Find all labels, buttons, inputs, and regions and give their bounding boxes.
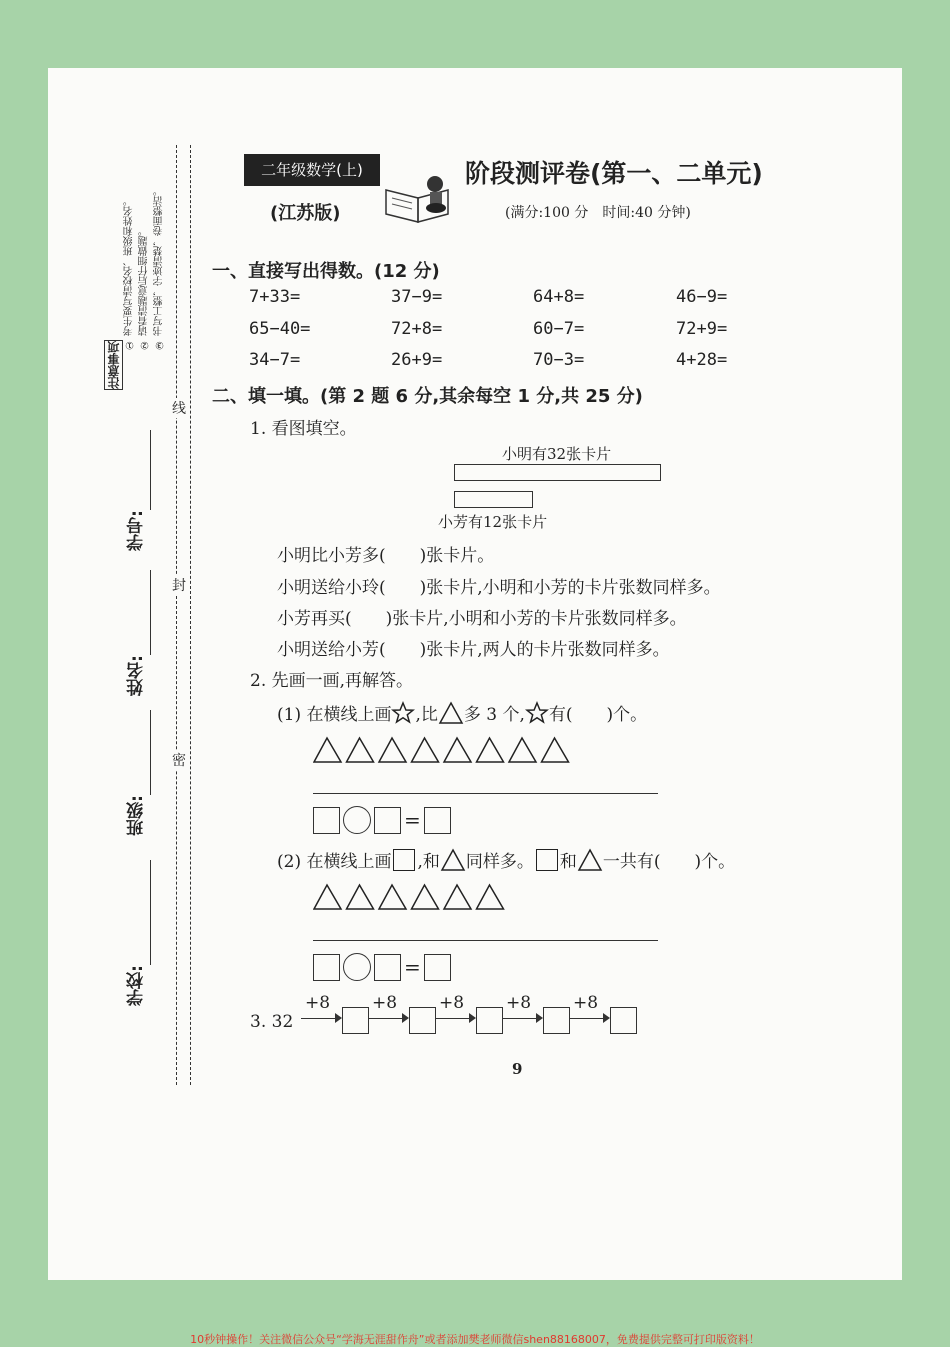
calc-item[interactable]: 37−9= — [391, 287, 443, 307]
q2-p2-line — [277, 847, 735, 872]
triangle-shape — [444, 885, 471, 909]
equals-sign: = — [404, 808, 421, 832]
step-label: +8 — [506, 993, 532, 1013]
answer-box[interactable] — [313, 807, 340, 834]
square-icon — [393, 849, 415, 871]
arrow-icon — [435, 1018, 473, 1019]
arrow-head-icon — [469, 1013, 476, 1023]
edition-label: (江苏版) — [270, 203, 341, 224]
field-class: 班级: — [127, 795, 147, 836]
q2-label: 2. 先画一画,再解答。 — [250, 671, 414, 691]
triangle-shape — [379, 885, 406, 909]
arrow-head-icon — [335, 1013, 342, 1023]
section2-heading: 二、填一填。(第 2 题 6 分,其余每空 1 分,共 25 分) — [212, 386, 643, 407]
arrow-head-icon — [603, 1013, 610, 1023]
arrow-icon — [368, 1018, 406, 1019]
triangle-icon — [440, 848, 466, 872]
triangle-shape — [412, 738, 439, 762]
field-student-no: 学号: — [127, 510, 147, 551]
arrow-icon — [569, 1018, 607, 1019]
triangle-shape — [347, 885, 374, 909]
answer-line-2[interactable] — [313, 940, 658, 941]
triangle-shape — [347, 738, 374, 762]
answer-box[interactable] — [610, 1007, 637, 1034]
calc-item[interactable]: 34−7= — [249, 350, 301, 370]
promo-footer: 10秒钟操作！关注微信公众号“学海无涯甜作舟”或者添加樊老师微信shen88168007，免费提供完整可打印版资料！ — [190, 1333, 760, 1346]
triangle-shape — [314, 885, 341, 909]
answer-box[interactable] — [424, 954, 451, 981]
operator-circle[interactable] — [343, 806, 371, 834]
square-icon — [536, 849, 558, 871]
answer-box[interactable] — [409, 1007, 436, 1034]
triangle-row-2 — [313, 882, 513, 912]
notice-2: ② 请看清题意后仔细做题。 — [139, 225, 150, 350]
field-school: 学校: — [127, 965, 147, 1006]
arrow-icon — [301, 1018, 339, 1019]
bar-bottom-label: 小芳有12张卡片 — [438, 513, 548, 531]
calc-item[interactable]: 64+8= — [533, 287, 585, 307]
triangle-shape — [314, 738, 341, 762]
answer-box[interactable] — [374, 954, 401, 981]
step-label: +8 — [305, 993, 331, 1013]
triangle-icon — [577, 848, 603, 872]
calc-item[interactable]: 72+8= — [391, 319, 443, 339]
notice-label: 注意事项 — [104, 340, 123, 390]
seal-char-secret: 密 — [172, 750, 186, 770]
q2-p1-line — [277, 700, 647, 725]
triangle-shape — [477, 738, 504, 762]
calc-item[interactable]: 46−9= — [676, 287, 728, 307]
q2-p1-text-a: (1) 在横线上画 — [277, 705, 392, 725]
triangle-row-1 — [313, 735, 583, 765]
calc-item[interactable]: 7+33= — [249, 287, 301, 307]
triangle-shape — [444, 738, 471, 762]
q2-p2-text-e: 一共有( )个。 — [602, 852, 736, 872]
field-name: 姓名: — [127, 655, 147, 696]
answer-box[interactable] — [313, 954, 340, 981]
triangle-shape — [379, 738, 406, 762]
notice-1: ① 考生要写清校名、班级和姓名。 — [124, 195, 135, 350]
star-icon — [525, 701, 549, 725]
arrow-head-icon — [402, 1013, 409, 1023]
field-student-no-line — [150, 430, 151, 510]
answer-box[interactable] — [374, 807, 401, 834]
answer-box[interactable] — [543, 1007, 570, 1034]
triangle-shape — [477, 885, 504, 909]
q1-label: 1. 看图填空。 — [250, 419, 357, 439]
q2-p1-text-b: ,比 — [415, 705, 438, 725]
answer-box[interactable] — [476, 1007, 503, 1034]
section1-heading: 一、直接写出得数。(12 分) — [212, 261, 440, 282]
bar-bottom — [454, 491, 533, 508]
exam-title: 阶段测评卷(第一、二单元) — [465, 159, 763, 188]
calc-item[interactable]: 60−7= — [533, 319, 585, 339]
field-school-line — [150, 860, 151, 965]
calc-item[interactable]: 65−40= — [249, 319, 311, 339]
binding-line-inner — [190, 145, 191, 1085]
q1-line-3: 小芳再买( )张卡片,小明和小芳的卡片张数同样多。 — [277, 609, 687, 629]
q2-p2-text-b: ,和 — [417, 852, 440, 872]
operator-circle[interactable] — [343, 953, 371, 981]
q2-p1-text-c: 多 3 个, — [463, 705, 525, 725]
answer-box[interactable] — [424, 807, 451, 834]
q3-label: 3. 32 — [250, 1012, 294, 1032]
seal-char-line: 线 — [172, 398, 186, 418]
field-name-line — [150, 570, 151, 655]
q2-p2-text-c: 同样多。 — [465, 852, 534, 872]
bar-top-label: 小明有32张卡片 — [502, 445, 612, 463]
triangle-shape — [509, 738, 536, 762]
calc-item[interactable]: 4+28= — [676, 350, 728, 370]
q2-p2-text-d: 和 — [559, 852, 577, 872]
field-class-line — [150, 710, 151, 795]
q1-line-1: 小明比小芳多( )张卡片。 — [277, 546, 495, 566]
q2-p2-text-a: (2) 在横线上画 — [277, 852, 392, 872]
book-illustration-icon — [380, 168, 460, 224]
exam-meta: (满分:100 分 时间:40 分钟) — [505, 205, 691, 221]
step-label: +8 — [372, 993, 398, 1013]
equals-sign: = — [404, 955, 421, 979]
page-number: 9 — [512, 1060, 523, 1078]
equation-row-2 — [313, 953, 451, 981]
q1-line-4: 小明送给小芳( )张卡片,两人的卡片张数同样多。 — [277, 640, 670, 660]
q2-p1-text-d: 有( )个。 — [548, 705, 648, 725]
calc-item[interactable]: 70−3= — [533, 350, 585, 370]
equation-row-1 — [313, 806, 451, 834]
arrow-head-icon — [536, 1013, 543, 1023]
triangle-icon — [438, 701, 464, 725]
calc-item[interactable]: 26+9= — [391, 350, 443, 370]
step-label: +8 — [573, 993, 599, 1013]
seal-char-seal: 封 — [172, 575, 186, 595]
step-label: +8 — [439, 993, 465, 1013]
q1-line-2: 小明送给小玲( )张卡片,小明和小芳的卡片张数同样多。 — [277, 578, 721, 598]
grade-badge: 二年级数学(上) — [244, 154, 380, 186]
calc-item[interactable]: 72+9= — [676, 319, 728, 339]
answer-line-1[interactable] — [313, 793, 658, 794]
arrow-icon — [502, 1018, 540, 1019]
binding-line-outer — [176, 145, 177, 1085]
bar-top — [454, 464, 661, 481]
notice-3: ③ 书写工整，字迹清楚，卷面整洁。 — [154, 185, 165, 350]
triangle-shape — [542, 738, 569, 762]
triangle-shape — [412, 885, 439, 909]
star-icon — [391, 701, 415, 725]
answer-box[interactable] — [342, 1007, 369, 1034]
